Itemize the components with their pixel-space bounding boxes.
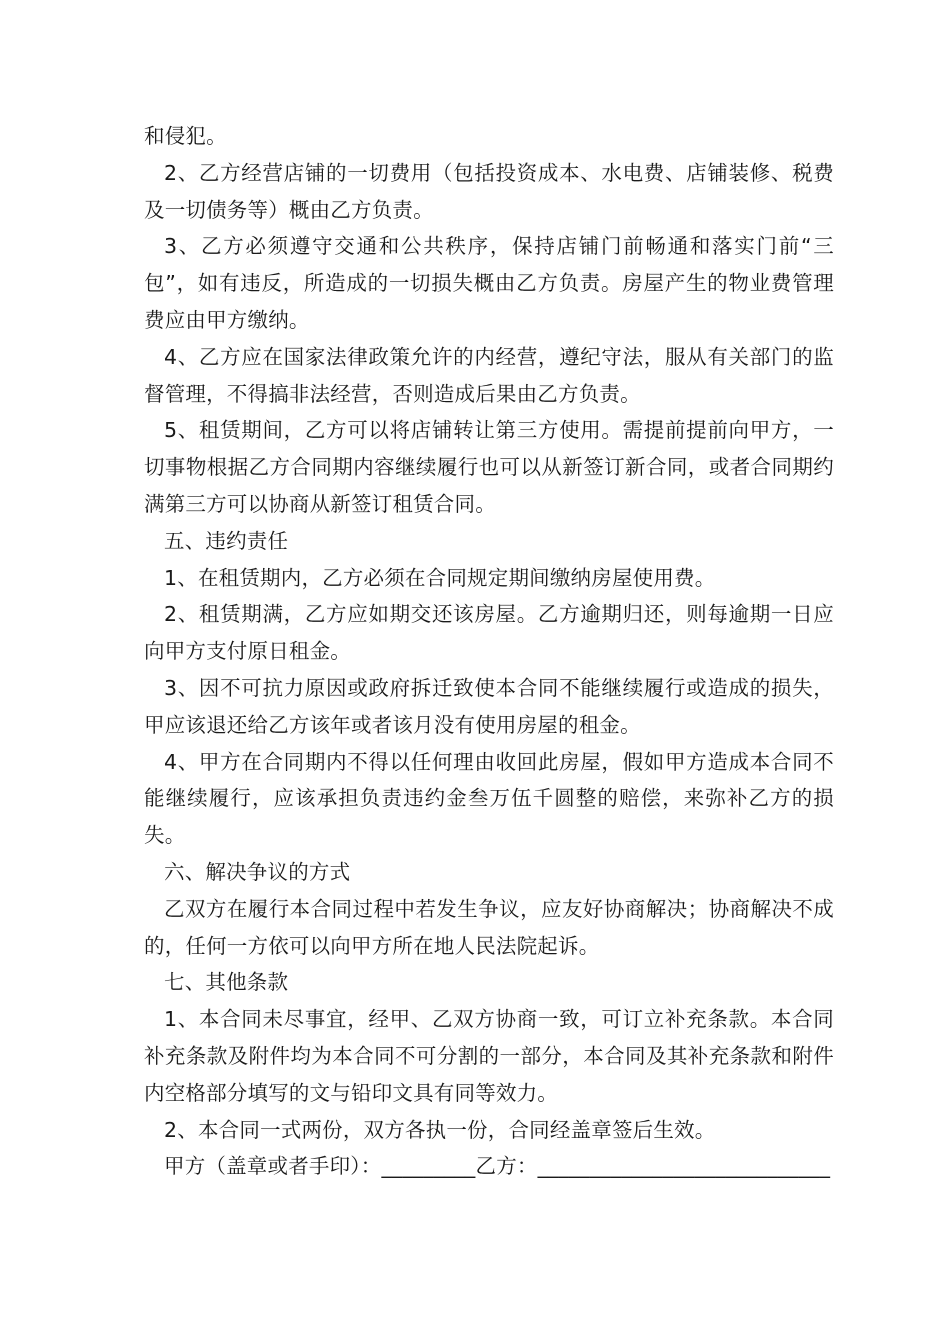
signature-line: 甲方（盖章或者手印）：_________乙方：____________________________ [164, 1154, 831, 1179]
paragraph-14: 2、本合同一式两份，双方各执一份，合同经盖章签后生效。 [164, 1117, 716, 1142]
paragraph-7: 2、租赁期满，乙方应如期交还该房屋。乙方逾期归还，则每逾期一日应向甲方支付原日租金。 [144, 602, 834, 664]
section-heading-other: 七、其他条款 [164, 970, 289, 995]
paragraph-8: 3、因不可抗力原因或政府拆迁致使本合同不能继续履行或造成的损失，甲应该退还给乙方该年或者该月没有使用房屋的租金。 [144, 675, 834, 737]
paragraph-13: 1、本合同未尽事宜，经甲、乙双方协商一致，可订立补充条款。本合同补充条款及附件均为本合同不可分割的一部分，本合同及其补充条款和附件内空格部分填写的文与铅印文具有同等效力。 [144, 1007, 834, 1105]
paragraph-4: 5、租赁期间，乙方可以将店铺转让第三方使用。需提前提前向甲方，一切事物根据乙方合同期内容继续履行也可以从新签订新合同，或者合同期约满第三方可以协商从新签订租赁合同。 [144, 418, 834, 516]
paragraph-9: 4、甲方在合同期内不得以任何理由收回此房屋，假如甲方造成本合同不能继续履行，应该承担负责违约金叁万伍千圆整的赔偿，来弥补乙方的损失。 [144, 749, 834, 848]
section-heading-breach: 五、违约责任 [164, 528, 289, 553]
contract-body [144, 118, 834, 1185]
paragraph-2: 3、乙方必须遵守交通和公共秩序，保持店铺门前畅通和落实门前“三包”，如有违反，所造成的一切损失概由乙方负责。房屋产生的物业费管理费应由甲方缴纳。 [144, 234, 834, 332]
paragraph-6: 1、在租赁期内，乙方必须在合同规定期间缴纳房屋使用费。 [164, 565, 716, 590]
paragraph-3: 4、乙方应在国家法律政策允许的内经营，遵纪守法，服从有关部门的监督管理，不得搞非法经营，否则造成后果由乙方负责。 [144, 344, 834, 406]
section-heading-dispute: 六、解决争议的方式 [164, 859, 351, 884]
paragraph-1: 2、乙方经营店铺的一切费用（包括投资成本、水电费、店铺装修、税费及一切债务等）概由乙方负责。 [144, 160, 834, 222]
paragraph-11: 乙双方在履行本合同过程中若发生争议，应友好协商解决；协商解决不成的，任何一方依可以向甲方所在地人民法院起诉。 [144, 896, 834, 958]
paragraph-0: 和侵犯。 [144, 124, 227, 148]
